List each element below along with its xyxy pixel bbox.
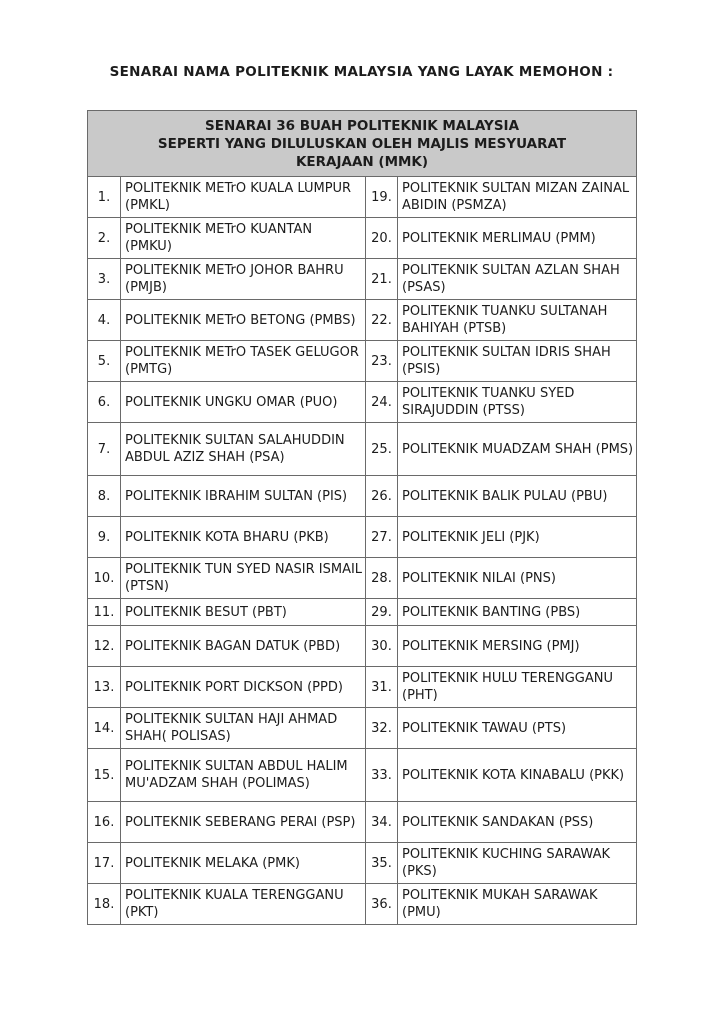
table-row [88, 259, 637, 300]
row-number: 35. [366, 843, 398, 884]
row-number: 7. [88, 423, 121, 476]
row-number: 6. [88, 382, 121, 423]
polytechnic-name: POLITEKNIK BALIK PULAU (PBU) [398, 476, 637, 517]
row-number: 17. [88, 843, 121, 884]
row-number: 1. [88, 177, 121, 218]
polytechnic-name: POLITEKNIK SULTAN AZLAN SHAH (PSAS) [398, 259, 637, 300]
document-title: SENARAI NAMA POLITEKNIK MALAYSIA YANG LAYAK MEMOHON : [109, 64, 614, 80]
table-row [88, 382, 637, 423]
row-number: 13. [88, 667, 121, 708]
row-number: 15. [88, 749, 121, 802]
polytechnic-name: POLITEKNIK METrO KUALA LUMPUR (PMKL) [121, 177, 366, 218]
polytechnic-name: POLITEKNIK SULTAN ABDUL HALIM MU'ADZAM SHAH (POLIMAS) [121, 749, 366, 802]
table-row [88, 341, 637, 382]
polytechnic-name: POLITEKNIK MELAKA (PMK) [121, 843, 366, 884]
row-number: 32. [366, 708, 398, 749]
table-row [88, 626, 637, 667]
row-number: 5. [88, 341, 121, 382]
row-number: 2. [88, 218, 121, 259]
polytechnic-name: POLITEKNIK TAWAU (PTS) [398, 708, 637, 749]
polytechnic-name: POLITEKNIK BAGAN DATUK (PBD) [121, 626, 366, 667]
polytechnic-name: POLITEKNIK METrO TASEK GELUGOR (PMTG) [121, 341, 366, 382]
polytechnic-name: POLITEKNIK KOTA KINABALU (PKK) [398, 749, 637, 802]
table-row [88, 843, 637, 884]
table-row [88, 667, 637, 708]
row-number: 22. [366, 300, 398, 341]
row-number: 18. [88, 884, 121, 925]
header-line: SENARAI 36 BUAH POLITEKNIK MALAYSIA [205, 118, 520, 134]
row-number: 11. [88, 599, 121, 626]
polytechnic-name: POLITEKNIK SANDAKAN (PSS) [398, 802, 637, 843]
polytechnic-name: POLITEKNIK SULTAN MIZAN ZAINAL ABIDIN (PSMZA) [398, 177, 637, 218]
table-row [88, 177, 637, 218]
polytechnic-name: POLITEKNIK KUCHING SARAWAK (PKS) [398, 843, 637, 884]
table-row [88, 423, 637, 476]
row-number: 16. [88, 802, 121, 843]
table-row [88, 708, 637, 749]
row-number: 20. [366, 218, 398, 259]
table-row [88, 476, 637, 517]
table-header-row [88, 111, 637, 177]
row-number: 36. [366, 884, 398, 925]
row-number: 24. [366, 382, 398, 423]
row-number: 26. [366, 476, 398, 517]
polytechnic-name: POLITEKNIK SULTAN IDRIS SHAH (PSIS) [398, 341, 637, 382]
row-number: 21. [366, 259, 398, 300]
polytechnic-name: POLITEKNIK MUKAH SARAWAK (PMU) [398, 884, 637, 925]
table-row [88, 599, 637, 626]
polytechnic-name: POLITEKNIK KUALA TERENGGANU (PKT) [121, 884, 366, 925]
polytechnic-name: POLITEKNIK SULTAN HAJI AHMAD SHAH( POLISAS) [121, 708, 366, 749]
row-number: 29. [366, 599, 398, 626]
row-number: 23. [366, 341, 398, 382]
row-number: 27. [366, 517, 398, 558]
polytechnic-name: POLITEKNIK HULU TERENGGANU (PHT) [398, 667, 637, 708]
polytechnic-name: POLITEKNIK MUADZAM SHAH (PMS) [398, 423, 637, 476]
row-number: 8. [88, 476, 121, 517]
row-number: 33. [366, 749, 398, 802]
polytechnic-name: POLITEKNIK KOTA BHARU (PKB) [121, 517, 366, 558]
table-row [88, 884, 637, 925]
polytechnic-name: POLITEKNIK METrO BETONG (PMBS) [121, 300, 366, 341]
polytechnic-name: POLITEKNIK TUANKU SULTANAH BAHIYAH (PTSB) [398, 300, 637, 341]
polytechnic-name: POLITEKNIK METrO KUANTAN (PMKU) [121, 218, 366, 259]
table-row [88, 218, 637, 259]
row-number: 3. [88, 259, 121, 300]
polytechnic-name: POLITEKNIK TUN SYED NASIR ISMAIL (PTSN) [121, 558, 366, 599]
polytechnic-name: POLITEKNIK METrO JOHOR BAHRU (PMJB) [121, 259, 366, 300]
row-number: 9. [88, 517, 121, 558]
row-number: 19. [366, 177, 398, 218]
table-row [88, 517, 637, 558]
row-number: 14. [88, 708, 121, 749]
row-number: 10. [88, 558, 121, 599]
header-line: KERAJAAN (MMK) [295, 154, 429, 170]
row-number: 25. [366, 423, 398, 476]
polytechnic-name: POLITEKNIK SEBERANG PERAI (PSP) [121, 802, 366, 843]
polytechnic-name: POLITEKNIK IBRAHIM SULTAN (PIS) [121, 476, 366, 517]
polytechnic-name: POLITEKNIK JELI (PJK) [398, 517, 637, 558]
polytechnic-name: POLITEKNIK BANTING (PBS) [398, 599, 637, 626]
table-row [88, 802, 637, 843]
table-row [88, 300, 637, 341]
polytechnic-list-table [87, 110, 637, 925]
header-line: SEPERTI YANG DILULUSKAN OLEH MAJLIS MESYUARAT [157, 136, 567, 152]
table-header [88, 111, 637, 177]
row-number: 4. [88, 300, 121, 341]
polytechnic-name: POLITEKNIK SULTAN SALAHUDDIN ABDUL AZIZ SHAH (PSA) [121, 423, 366, 476]
polytechnic-name: POLITEKNIK BESUT (PBT) [121, 599, 366, 626]
table-row [88, 558, 637, 599]
row-number: 34. [366, 802, 398, 843]
polytechnic-name: POLITEKNIK MERSING (PMJ) [398, 626, 637, 667]
polytechnic-name: POLITEKNIK MERLIMAU (PMM) [398, 218, 637, 259]
polytechnic-name: POLITEKNIK PORT DICKSON (PPD) [121, 667, 366, 708]
row-number: 30. [366, 626, 398, 667]
row-number: 12. [88, 626, 121, 667]
row-number: 28. [366, 558, 398, 599]
table-row [88, 749, 637, 802]
polytechnic-name: POLITEKNIK TUANKU SYED SIRAJUDDIN (PTSS) [398, 382, 637, 423]
row-number: 31. [366, 667, 398, 708]
polytechnic-name: POLITEKNIK UNGKU OMAR (PUO) [121, 382, 366, 423]
polytechnic-name: POLITEKNIK NILAI (PNS) [398, 558, 637, 599]
